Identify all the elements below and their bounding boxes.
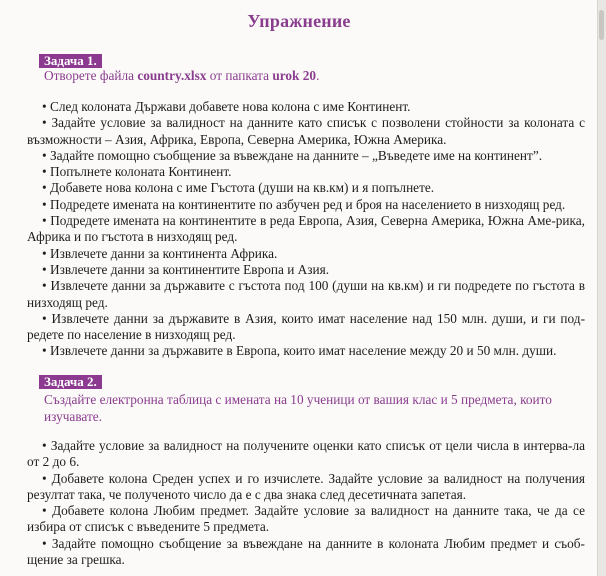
- vertical-scrollbar[interactable]: [597, 0, 606, 576]
- list-item: • Извлечете данни за държавите с гъстота под 100 (души на кв.км) и ги подредете по гъстота в низходящ ред.: [27, 278, 585, 310]
- list-item: • Подредете имената на континентите по азбучен ред и броя на населението в низходящ ред.: [42, 196, 566, 212]
- list-item: • Извлечете данни за континента Африка.: [42, 245, 278, 261]
- bullet-icon: •: [42, 278, 47, 294]
- list-item: • Задайте помощно съобщение за въвеждане на данните – „Въведете име на континент”.: [42, 147, 543, 163]
- list-item: • Задайте условие за валидност на получените оценки като списък от цели числа в интерва-ла от 2 до 6.: [27, 438, 585, 470]
- task-1-list: [27, 99, 585, 360]
- task-1-badge: Задача 1.: [39, 54, 102, 68]
- list-item: • Задайте условие за валидност на данните като списък с позволени стойности за колоната с възможности – Азия, Африка, Европа, Северна Америка, Южна Америка.: [27, 115, 586, 147]
- bullet-icon: •: [42, 99, 47, 114]
- bullet-icon: •: [42, 503, 47, 519]
- list-item: • Попълнете колоната Континент.: [42, 164, 232, 180]
- list-item: • Добавете колона Любим предмет. Задайте условие за валидност на данните така, че да се избира от списък с въведените 5 предмета.: [27, 503, 585, 535]
- task-1-file-name: country.xlsx: [137, 68, 207, 83]
- list-item: • Извлечете данни за континентите Европа и Азия.: [42, 261, 330, 277]
- bullet-icon: •: [42, 261, 47, 277]
- task-1-folder-name: urok 20: [272, 68, 317, 83]
- bullet-icon: •: [42, 310, 47, 326]
- list-item: • След колоната Държави добавете нова колона с име Континент.: [42, 99, 411, 114]
- page-title: Упражнение: [247, 11, 351, 31]
- task-2-list: [27, 438, 585, 568]
- bullet-icon: •: [42, 535, 47, 551]
- list-item: • Подредете имената на континентите в реда Европа, Азия, Северна Америка, Южна Аме-рика, Африка и по гъстота в низходящ ред.: [27, 213, 585, 245]
- bullet-icon: •: [42, 470, 47, 486]
- task-1-intro-prefix: Отворете файла: [44, 68, 138, 83]
- list-item: • Извлечете данни за държавите в Азия, които имат население над 150 млн. души, и ги под-редете по население в низходящ ред.: [27, 310, 585, 343]
- bullet-icon: •: [42, 164, 47, 180]
- scrollbar-thumb[interactable]: [599, 10, 604, 40]
- bullet-icon: •: [42, 343, 47, 359]
- bullet-icon: •: [42, 147, 47, 163]
- bullet-icon: •: [42, 438, 47, 453]
- list-item: • Добавете нова колона с име Гъстота (души на кв.км) и я попълнете.: [42, 180, 435, 196]
- task-1-intro-mid: от папката: [206, 68, 273, 83]
- list-item: • Извлечете данни за държавите в Европа, които имат население между 20 и 50 млн. души.: [42, 343, 557, 359]
- bullet-icon: •: [42, 115, 47, 131]
- list-item: • Добавете колона Среден успех и го изчислете. Задайте условие за валидност на получения резултат така, че полученото число да е с два знака след десетичната запетая.: [27, 470, 586, 502]
- bullet-icon: •: [42, 196, 47, 212]
- task-1-intro-suffix: .: [316, 68, 320, 83]
- bullet-icon: •: [42, 213, 47, 229]
- task-2-badge: Задача 2.: [39, 375, 102, 389]
- bullet-icon: •: [42, 245, 47, 261]
- bullet-icon: •: [42, 180, 47, 196]
- task-2-intro: Създайте електронна таблица с имената на 10 ученици от вашия клас и 5 предмета, които изучавате.: [44, 392, 552, 424]
- task-1-intro: [44, 67, 319, 84]
- list-item: • Задайте помощно съобщение за въвеждане на данните в колоната Любим предмет и съоб-щение за грешка.: [27, 535, 585, 568]
